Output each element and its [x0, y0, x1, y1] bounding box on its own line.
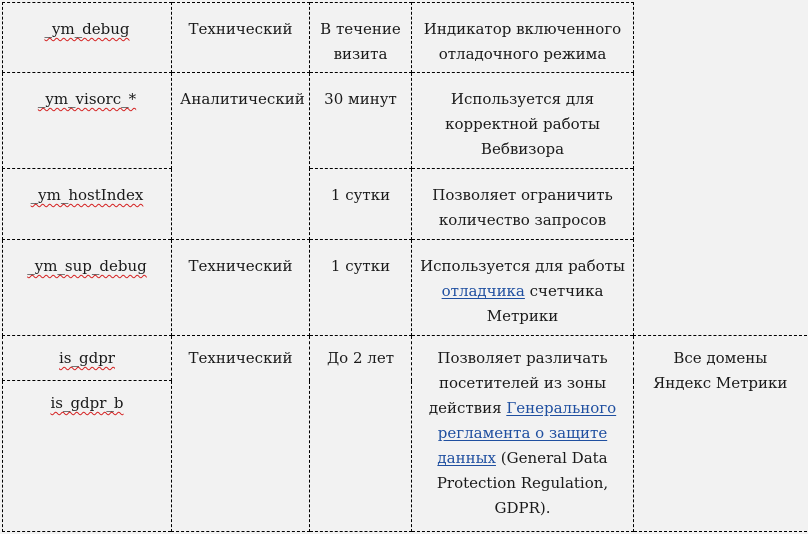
- cookie-name-cell: [3, 3, 172, 73]
- cookie-name: _ym_visorc_*: [37, 90, 137, 108]
- purpose-text: (General Data Protection Regulation, GDPR).: [436, 449, 609, 517]
- cookie-name-cell: [3, 336, 172, 381]
- cookie-type-cell: Технический: [172, 336, 310, 532]
- cookie-name-cell: [3, 73, 172, 169]
- cookie-name-cell: [3, 381, 172, 532]
- cookie-lifetime-cell: 1 сутки: [310, 169, 412, 240]
- cookie-type-cell: Технический: [172, 3, 310, 73]
- cookie-purpose-cell: [412, 336, 634, 532]
- cookie-type-cell: Аналитический: [172, 73, 310, 240]
- table-row: [3, 336, 807, 381]
- purpose-text: счетчика Метрики: [486, 282, 604, 325]
- debugger-link[interactable]: отладчика: [441, 282, 525, 300]
- cookie-name: _ym_sup_debug: [27, 257, 147, 275]
- cookie-type-cell: Технический: [172, 240, 310, 336]
- cookie-name: _ym_debug: [44, 20, 130, 38]
- cookie-purpose-cell: [412, 240, 634, 336]
- table-row: [3, 3, 807, 73]
- cookie-name: _ym_hostIndex: [30, 186, 144, 204]
- cookie-name: is_gdpr_b: [50, 394, 124, 412]
- cookie-lifetime-cell: 1 сутки: [310, 240, 412, 336]
- cookie-domains-cell: [634, 3, 807, 336]
- cookie-purpose-cell: Позволяет ограничить количество запросов: [412, 169, 634, 240]
- cookie-name-cell: [3, 240, 172, 336]
- purpose-text: Позволяет различать посетителей из зоны действия: [428, 349, 608, 417]
- gdpr-regulation-link[interactable]: Генерального регламента о защите данных: [437, 399, 617, 467]
- cookie-purpose-cell: Используется для корректной работы Вебвизора: [412, 73, 634, 169]
- cookie-domains-cell: Все домены Яндекс Метрики: [634, 336, 807, 532]
- cookie-lifetime-cell: 30 минут: [310, 73, 412, 169]
- cookie-lifetime-cell: В течение визита: [310, 3, 412, 73]
- cookie-purpose-cell: Индикатор включенного отладочного режима: [412, 3, 634, 73]
- purpose-text: Используется для работы: [420, 257, 625, 275]
- cookie-name-cell: [3, 169, 172, 240]
- cookie-name: is_gdpr: [59, 349, 115, 367]
- cookie-table: [2, 2, 807, 532]
- cookie-lifetime-cell: До 2 лет: [310, 336, 412, 532]
